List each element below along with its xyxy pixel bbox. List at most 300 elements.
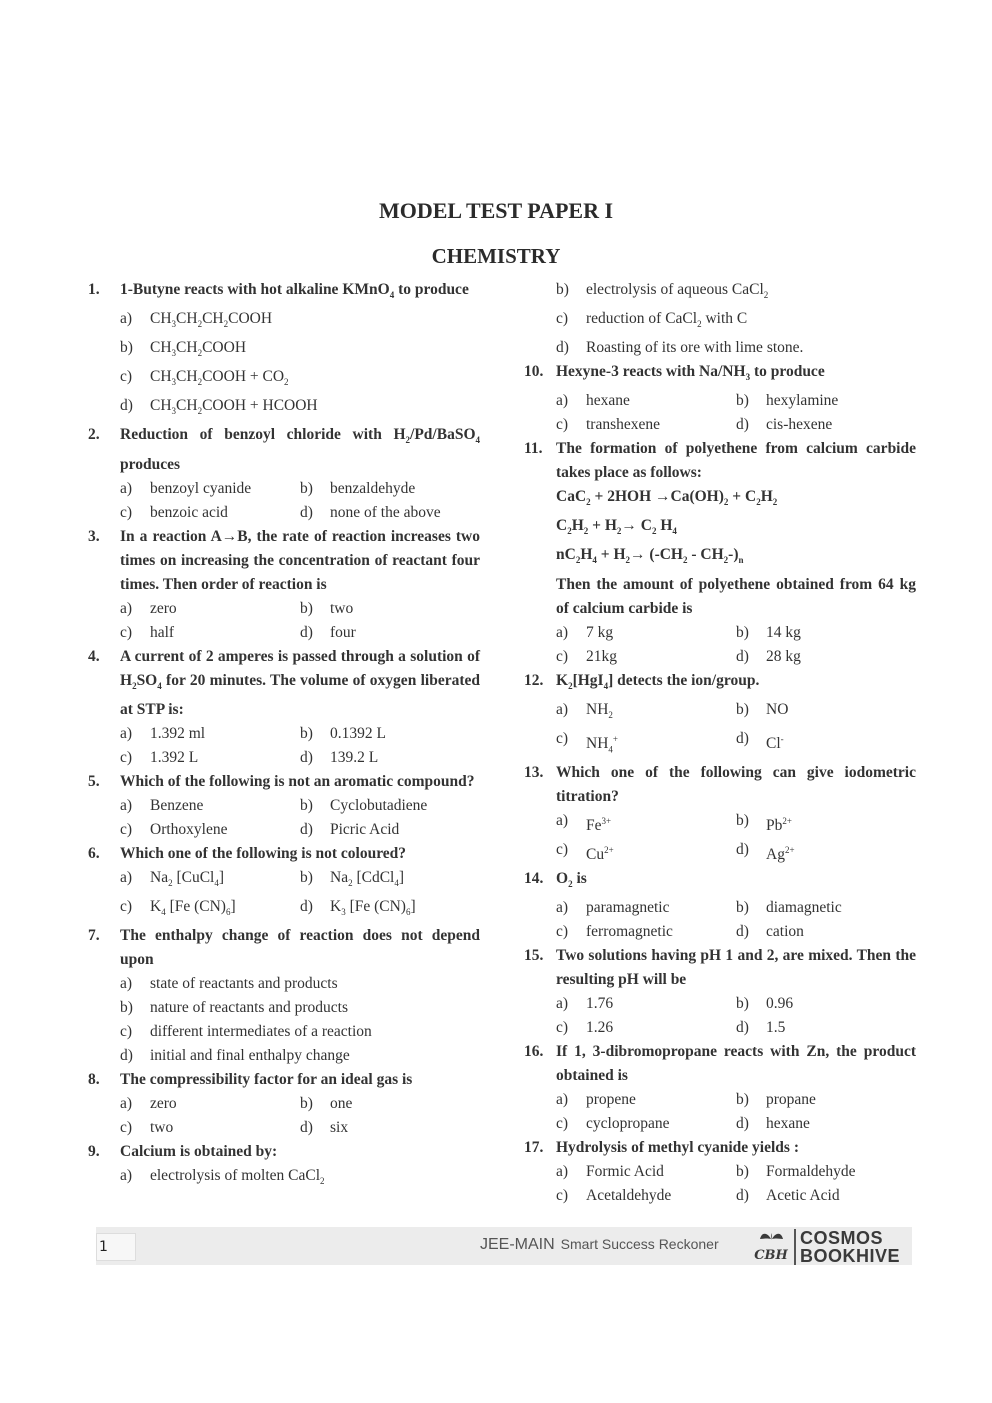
option-c [556, 645, 736, 669]
question-number: 17. [524, 1139, 544, 1157]
options-row [120, 972, 480, 996]
question-13 [524, 761, 916, 867]
option-a [120, 307, 480, 336]
question-text: Two solutions having pH 1 and 2, are mixed. Then the resulting pH will be [556, 947, 916, 989]
options-row [556, 1088, 916, 1112]
option-label: d) [736, 729, 749, 747]
option-label: b) [736, 899, 749, 917]
option-label: b) [300, 868, 313, 886]
options-row [120, 621, 480, 645]
option-text: 7 kg [586, 623, 614, 641]
question-stem [524, 867, 916, 896]
question-text: In a reaction A→B, the rate of reaction increases two times on increasing the concentration of reactant four times. Then order of reaction is [120, 527, 480, 593]
options-row [556, 809, 916, 838]
option-text: Orthoxylene [150, 820, 228, 838]
option-label: a) [120, 479, 133, 497]
option-text: 28 kg [766, 647, 801, 665]
option-label: d) [300, 1118, 313, 1136]
question-stem [88, 423, 480, 476]
option-b [736, 896, 916, 920]
option-label: d) [300, 897, 313, 915]
option-label: b) [300, 1094, 313, 1112]
option-c [556, 1016, 736, 1040]
option-label: c) [556, 647, 569, 665]
options-row [556, 621, 916, 645]
option-text: paramagnetic [586, 899, 670, 917]
option-d [556, 336, 916, 360]
question-text-2: Then the amount of polyethene obtained from 64 kg of calcium carbide is [556, 575, 916, 617]
option-label: b) [736, 1163, 749, 1181]
footer-exam: JEE-MAIN [480, 1236, 555, 1253]
option-d [736, 1184, 916, 1208]
question-number: 4. [88, 647, 100, 665]
option-label: d) [300, 820, 313, 838]
option-text: $Na_2$ [CdCl$_4$] [330, 868, 405, 888]
option-d [120, 394, 480, 423]
option-text: $Cu^{2+}$ [586, 845, 614, 864]
options-row [120, 794, 480, 818]
option-text: 1.5 [766, 1019, 786, 1037]
question-number: 15. [524, 947, 544, 965]
option-text: Formaldehyde [766, 1163, 856, 1181]
option-b [120, 336, 480, 365]
option-c [556, 1112, 736, 1136]
option-label: d) [120, 397, 133, 415]
option-label: c) [556, 416, 569, 434]
option-text: propane [766, 1091, 816, 1109]
question-1 [88, 278, 480, 423]
question-stem [88, 770, 480, 794]
option-label: a) [120, 974, 133, 992]
question-stem [88, 278, 480, 307]
option-b [736, 621, 916, 645]
subject-heading: CHEMISTRY [431, 244, 561, 268]
option-label: c) [120, 820, 133, 838]
question-stem [524, 944, 916, 992]
question-text: $K_2[HgI_4]$ detects the ion/group. [556, 671, 760, 691]
option-label: b) [556, 281, 569, 298]
options-row [120, 996, 480, 1020]
options-list [88, 1092, 480, 1140]
options-row [120, 722, 480, 746]
question-number: 10. [524, 363, 544, 381]
question-number: 14. [524, 870, 544, 888]
option-label: c) [556, 841, 569, 859]
options-list [88, 307, 480, 423]
question-text: Which one of the following can give iodometric titration? [556, 764, 916, 805]
option-label: b) [736, 995, 749, 1013]
option-b [736, 389, 916, 413]
option-label: b) [300, 599, 313, 617]
option-text: 14 kg [766, 623, 801, 641]
options-row [556, 307, 916, 336]
option-c [556, 307, 916, 336]
option-text: $CH_3CH_2COOH$ + HCOOH [150, 397, 318, 417]
option-label: c) [556, 1019, 569, 1037]
option-label: d) [736, 841, 749, 859]
option-d [736, 413, 916, 437]
option-label: c) [120, 897, 133, 915]
option-b [300, 597, 480, 621]
option-a [120, 722, 300, 746]
question-number: 8. [88, 1070, 100, 1088]
page-number: 1 [96, 1233, 136, 1261]
question-16 [524, 1040, 916, 1136]
question-9 [88, 1140, 480, 1193]
option-text: 1.26 [586, 1019, 614, 1037]
question-5 [88, 770, 480, 842]
options-row [120, 866, 480, 895]
option-a [556, 389, 736, 413]
option-label: d) [736, 923, 749, 941]
option-label: a) [556, 812, 569, 829]
option-b [736, 992, 916, 1016]
option-label: b) [120, 339, 133, 357]
option-label: a) [556, 899, 569, 917]
question-text: A current of 2 amperes is passed through a solution of $H_2SO_4$ for 20 minutes. The volume of oxygen liberated at STP is: [120, 647, 480, 718]
page-footer [96, 1227, 912, 1265]
option-text: 1.76 [586, 995, 614, 1013]
option-text: 1.392 L [150, 748, 199, 766]
option-a [120, 1164, 480, 1193]
option-label: a) [120, 599, 133, 617]
option-label: a) [120, 1166, 133, 1184]
options-row [556, 336, 916, 360]
question-number: 1. [88, 281, 100, 298]
options-list [524, 389, 916, 437]
question-11 [524, 437, 916, 668]
question-stem [88, 924, 480, 972]
option-a [556, 896, 736, 920]
question-stem [524, 437, 916, 485]
option-c [120, 365, 480, 394]
option-text: benzaldehyde [330, 479, 416, 497]
option-text: zero [150, 1094, 177, 1112]
question-text: The compressibility factor for an ideal gas is [120, 1070, 413, 1088]
publisher-logo [752, 1228, 912, 1266]
option-b [120, 996, 480, 1020]
option-d [120, 1044, 480, 1068]
option-text: $Pb^{2+}$ [766, 816, 792, 835]
options-list [524, 1160, 916, 1208]
option-text: 0.1392 L [330, 724, 386, 742]
option-label: a) [556, 995, 569, 1013]
options-row [120, 1044, 480, 1068]
options-list [88, 972, 480, 1068]
option-text: diamagnetic [766, 899, 842, 917]
option-text: $Na_2$ [CuCl$_4$] [150, 868, 225, 888]
question-number: 13. [524, 764, 544, 781]
option-label: a) [120, 724, 133, 742]
option-text: $CH_3CH_2COOH + CO_2$ [150, 368, 289, 388]
question-4 [88, 645, 480, 770]
option-d [300, 818, 480, 842]
option-b [300, 1092, 480, 1116]
option-label: d) [300, 748, 313, 766]
option-a [556, 992, 736, 1016]
leaf-book-logo-icon [752, 1229, 792, 1263]
question-text: $O_2$ is [556, 870, 587, 890]
option-label: a) [556, 392, 569, 410]
options-row [556, 1160, 916, 1184]
option-text: $CH_3CH_2COOH$ [150, 339, 247, 359]
option-label: c) [120, 503, 133, 521]
option-text: Picric Acid [330, 820, 400, 838]
option-a [120, 866, 300, 895]
option-text: ferromagnetic [586, 923, 673, 941]
question-8 [88, 1068, 480, 1140]
option-c [120, 621, 300, 645]
option-label: d) [300, 623, 313, 641]
option-a [120, 794, 300, 818]
options-row [120, 746, 480, 770]
option-label: c) [556, 923, 569, 941]
brand-line-1: COSMOS [800, 1228, 884, 1248]
option-d [736, 645, 916, 669]
option-c [556, 1184, 736, 1208]
options-row [556, 1016, 916, 1040]
option-b [300, 794, 480, 818]
question-text: Calcium is obtained by: [120, 1142, 278, 1160]
question-3 [88, 525, 480, 645]
question-stem [524, 1040, 916, 1088]
option-label: c) [120, 368, 133, 386]
option-text: two [150, 1118, 174, 1136]
option-text: 0.96 [766, 995, 794, 1013]
option-d [736, 920, 916, 944]
option-label: d) [556, 339, 569, 357]
option-text: $K_4$ [Fe $(CN)_6$] [150, 897, 236, 917]
options-list [524, 621, 916, 669]
options-row [120, 477, 480, 501]
options-list [88, 1164, 480, 1193]
option-text: benzoic acid [150, 503, 228, 521]
options-row [120, 1116, 480, 1140]
option-d [300, 746, 480, 770]
footer-subtitle: Smart Success Reckoner [560, 1236, 719, 1252]
question-17 [524, 1136, 916, 1208]
options-row [556, 1184, 916, 1208]
question-text: Which of the following is not an aromatic compound? [120, 772, 475, 790]
reaction-equation: $CaC_2 + 2HOH \to Ca(OH)_2 + C_2H_2$ [556, 488, 778, 508]
left-column [88, 278, 480, 1193]
option-c [120, 818, 300, 842]
brand-name [794, 1229, 900, 1265]
brand-line-2: BOOKHIVE [800, 1246, 901, 1266]
option-text: Roasting of its ore with lime stone. [586, 339, 804, 357]
option-text: Cyclobutadiene [330, 796, 428, 814]
option-label: d) [736, 1187, 749, 1205]
option-a [120, 972, 480, 996]
option-text: six [330, 1118, 349, 1136]
question-text: Which one of the following is not coloured? [120, 844, 407, 862]
options-row [120, 818, 480, 842]
option-text: $K_3$ [Fe $(CN)_6$] [330, 897, 416, 917]
option-d [300, 621, 480, 645]
options-row [120, 394, 480, 423]
options-row [556, 1112, 916, 1136]
options-row [556, 278, 916, 307]
option-c [120, 1116, 300, 1140]
question-stem [524, 1136, 916, 1160]
option-text: state of reactants and products [150, 974, 338, 992]
question-stem [88, 1140, 480, 1164]
question-stem [524, 761, 916, 809]
options-row [120, 501, 480, 525]
option-text: reduction of CaCl$_2$ with C [586, 310, 748, 330]
option-text: $Ag^{2+}$ [766, 845, 795, 864]
option-text: cyclopropane [586, 1115, 670, 1133]
option-d [736, 838, 916, 867]
option-label: d) [120, 1046, 133, 1064]
right-column [524, 278, 916, 1208]
options-row [556, 920, 916, 944]
option-text: Acetic Acid [766, 1187, 840, 1205]
option-text: half [150, 623, 175, 641]
options-row [556, 838, 916, 867]
options-list [524, 992, 916, 1040]
option-c [120, 746, 300, 770]
option-label: b) [736, 812, 749, 829]
option-b [556, 278, 916, 307]
question-text: If 1, 3-dibromopropane reacts with Zn, the product obtained is [556, 1043, 916, 1085]
question-text: Hydrolysis of methyl cyanide yields : [556, 1139, 799, 1157]
option-label: b) [736, 1091, 749, 1109]
question-text: The formation of polyethene from calcium carbide takes place as follows: [556, 440, 916, 482]
question-number: 11. [524, 440, 543, 458]
option-text: none of the above [330, 503, 441, 521]
option-label: a) [120, 796, 133, 814]
option-text: four [330, 623, 356, 641]
option-c [120, 501, 300, 525]
option-label: a) [556, 700, 569, 718]
question-number: 7. [88, 926, 100, 944]
option-c [120, 895, 300, 924]
option-text: hexane [766, 1115, 810, 1133]
options-row [556, 645, 916, 669]
question-number: 2. [88, 426, 100, 444]
option-text: benzoyl cyanide [150, 479, 252, 497]
option-c [556, 920, 736, 944]
option-b [300, 866, 480, 895]
option-text: $NH_4^+$ [586, 733, 618, 754]
option-label: c) [120, 748, 133, 766]
option-b [300, 477, 480, 501]
option-label: c) [556, 1187, 569, 1205]
option-text: different intermediates of a reaction [150, 1022, 372, 1040]
options-row [556, 992, 916, 1016]
option-text: one [330, 1094, 353, 1112]
logo-monogram: CBH [754, 1248, 788, 1263]
options-list [524, 1088, 916, 1136]
options-list [88, 866, 480, 924]
option-text: propene [586, 1091, 636, 1109]
option-text: 21kg [586, 647, 617, 665]
option-text: Benzene [150, 796, 204, 814]
option-text: Cl- [766, 733, 784, 752]
option-label: a) [120, 868, 133, 886]
option-d [300, 895, 480, 924]
option-label: c) [556, 1115, 569, 1133]
option-label: b) [300, 796, 313, 814]
question-number: 12. [524, 671, 544, 689]
question-number: 6. [88, 844, 100, 862]
question-number: 9. [88, 1142, 100, 1160]
options-list [88, 794, 480, 842]
question-12 [524, 669, 916, 761]
options-list [524, 278, 916, 360]
option-text: cis-hexene [766, 416, 833, 434]
question-text: The enthalpy change of reaction does not depend upon [120, 926, 480, 968]
options-row [556, 698, 916, 727]
option-label: a) [556, 623, 569, 641]
option-label: b) [300, 479, 313, 497]
option-text: nature of reactants and products [150, 998, 348, 1016]
option-label: b) [736, 623, 749, 641]
question-text-continued [524, 573, 916, 621]
option-a [556, 698, 736, 727]
option-label: a) [120, 310, 133, 328]
option-label: d) [736, 416, 749, 434]
option-label: d) [736, 647, 749, 665]
option-text: $CH_3CH_2CH_2COOH$ [150, 310, 273, 330]
option-text: Acetaldehyde [586, 1187, 672, 1205]
options-row [120, 895, 480, 924]
option-text: hexane [586, 392, 630, 410]
option-text: $Fe^{3+}$ [586, 816, 612, 835]
question-number: 3. [88, 527, 100, 545]
option-label: c) [120, 1118, 133, 1136]
options-list [88, 477, 480, 525]
options-list [524, 896, 916, 944]
option-label: a) [556, 1163, 569, 1181]
option-text: hexylamine [766, 392, 839, 410]
option-b [736, 1088, 916, 1112]
options-row [120, 597, 480, 621]
option-a [556, 1088, 736, 1112]
options-list [88, 597, 480, 645]
question-text: 1-Butyne reacts with hot alkaline KMnO$_4$ to produce [120, 281, 469, 301]
option-a [556, 621, 736, 645]
question-15 [524, 944, 916, 1040]
option-a [556, 1160, 736, 1184]
option-d [736, 727, 916, 761]
option-c [556, 727, 736, 761]
option-label: b) [736, 700, 749, 718]
option-label: c) [556, 729, 569, 747]
option-a [556, 809, 736, 838]
question-9-continued [524, 278, 916, 360]
question-stem [88, 525, 480, 597]
options-list [88, 722, 480, 770]
reaction-equation: $nC_2H_4 + H_2\to (-CH_2 - CH_2-)_n$ [556, 546, 744, 566]
question-2 [88, 423, 480, 524]
options-row [120, 307, 480, 336]
option-label: b) [300, 724, 313, 742]
options-row [556, 389, 916, 413]
option-c [120, 1020, 480, 1044]
question-stem [88, 842, 480, 866]
question-6 [88, 842, 480, 924]
question-stem [88, 1068, 480, 1092]
option-label: b) [736, 392, 749, 410]
question-text: Hexyne-3 reacts with $Na/NH_3$ to produce [556, 363, 825, 383]
option-text: 139.2 L [330, 748, 379, 766]
options-row [120, 1164, 480, 1193]
question-text: Reduction of benzoyl chloride with $H_2/Pd/BaSO_4$ produces [120, 426, 480, 473]
question-number: 5. [88, 772, 100, 790]
option-d [300, 501, 480, 525]
